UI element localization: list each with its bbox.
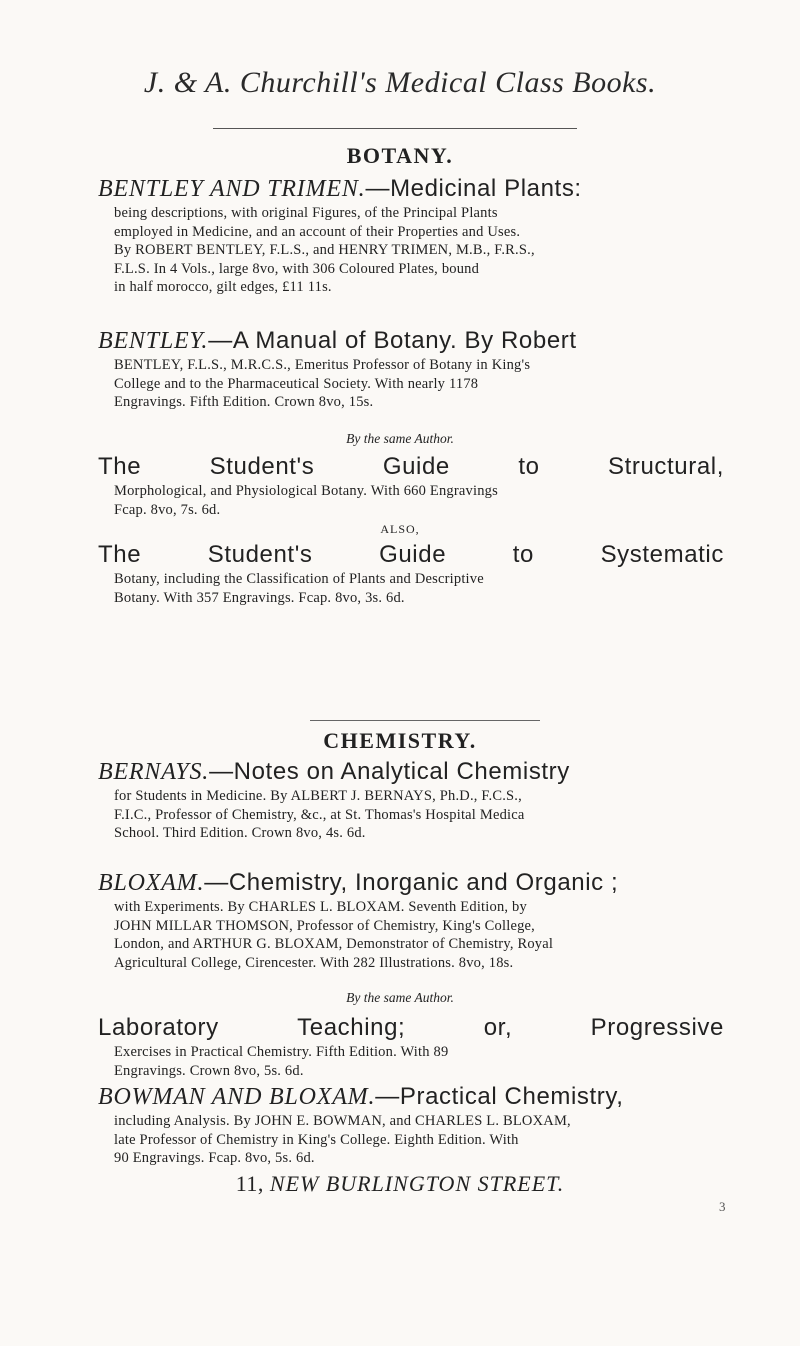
- entry-title: —A Manual of Botany. By Robert: [208, 327, 577, 354]
- section-rule: [310, 720, 540, 721]
- entry-heading: [98, 540, 724, 570]
- entry-description: [114, 1043, 724, 1080]
- description-line: JOHN MILLAR THOMSON, Professor of Chemistry, King's College,: [114, 917, 536, 934]
- entry-description: [114, 1112, 724, 1168]
- description-line: 90 Engravings. Fcap. 8vo, 5s. 6d.: [114, 1150, 315, 1166]
- entry-heading: [98, 174, 724, 204]
- description-line: Agricultural College, Cirencester. With 282 Illustrations. 8vo, 18s.: [114, 954, 514, 971]
- address-street: NEW BURLINGTON STREET.: [269, 1171, 565, 1196]
- heading-word: or,: [483, 1014, 513, 1041]
- entry-heading: [98, 757, 724, 787]
- description-line: Botany. With 357 Engravings. Fcap. 8vo, 3s. 6d.: [114, 589, 405, 606]
- entry-laboratory-teaching: [98, 1013, 724, 1080]
- description-line: being descriptions, with original Figures, of the Principal Plants: [114, 205, 498, 221]
- heading-word: Guide: [382, 453, 450, 480]
- heading-word: Student's: [209, 453, 315, 480]
- entry-bentley-manual: [98, 326, 724, 412]
- entry-bowman-bloxam: [98, 1082, 724, 1168]
- description-line: in half morocco, gilt edges, £11 11s.: [114, 279, 332, 295]
- description-line: late Professor of Chemistry in King's College. Eighth Edition. With: [114, 1131, 519, 1148]
- entry-description: [114, 570, 724, 607]
- heading-word: to: [512, 541, 534, 568]
- heading-word: Structural,: [608, 453, 724, 480]
- description-line: employed in Medicine, and an account of their Properties and Uses.: [114, 223, 521, 240]
- entry-description: [114, 898, 724, 972]
- same-author-byline: By the same Author.: [346, 990, 454, 1005]
- description-line: Engravings. Fifth Edition. Crown 8vo, 15s.: [114, 394, 374, 410]
- entry-heading: [98, 452, 724, 482]
- description-line: School. Third Edition. Crown 8vo, 4s. 6d.: [114, 825, 366, 841]
- heading-word: to: [518, 453, 540, 480]
- entry-description: [114, 482, 724, 519]
- entry-title: —Medicinal Plants:: [365, 175, 582, 202]
- description-line: Botany, including the Classification of Plants and Descriptive: [114, 571, 484, 587]
- entry-author: BENTLEY AND TRIMEN.: [98, 176, 366, 202]
- heading-word: Progressive: [590, 1014, 724, 1041]
- entry-description: [114, 356, 724, 412]
- entry-author: BENTLEY.: [98, 328, 209, 354]
- entry-author: BERNAYS.: [98, 759, 210, 785]
- heading-word: Teaching;: [297, 1014, 406, 1041]
- entry-bentley-trimen: [98, 174, 724, 297]
- entry-author: BLOXAM.: [98, 870, 205, 896]
- description-line: for Students in Medicine. By ALBERT J. BERNAYS, Ph.D., F.C.S.,: [114, 788, 522, 804]
- description-line: Morphological, and Physiological Botany. With 660 Engravings: [114, 483, 498, 499]
- description-line: Fcap. 8vo, 7s. 6d.: [114, 501, 221, 518]
- description-line: including Analysis. By JOHN E. BOWMAN, and CHARLES L. BLOXAM,: [114, 1113, 571, 1129]
- description-line: Engravings. Crown 8vo, 5s. 6d.: [114, 1062, 304, 1079]
- entry-author: BOWMAN AND BLOXAM.: [98, 1084, 376, 1110]
- heading-word: Guide: [379, 541, 447, 568]
- same-author-byline: By the same Author.: [346, 431, 454, 446]
- address-number: 11,: [235, 1171, 264, 1196]
- description-line: F.I.C., Professor of Chemistry, &c., at St. Thomas's Hospital Medica: [114, 806, 525, 823]
- description-line: Exercises in Practical Chemistry. Fifth Edition. With 89: [114, 1044, 449, 1060]
- heading-word: Student's: [207, 541, 313, 568]
- entry-systematic-botany: [98, 540, 724, 607]
- description-line: F.L.S. In 4 Vols., large 8vo, with 306 Coloured Plates, bound: [114, 260, 480, 277]
- entry-heading: [98, 1013, 724, 1043]
- description-line: BENTLEY, F.L.S., M.R.C.S., Emeritus Professor of Botany in King's: [114, 357, 531, 373]
- section-heading-botany: BOTANY.: [346, 143, 454, 168]
- page-number: 3: [719, 1199, 726, 1214]
- entry-heading: [98, 1082, 724, 1112]
- also-separator: ALSO,: [380, 522, 420, 536]
- description-line: with Experiments. By CHARLES L. BLOXAM. Seventh Edition, by: [114, 899, 527, 915]
- header-rule: [213, 128, 577, 129]
- heading-word: The: [98, 453, 142, 480]
- description-line: College and to the Pharmaceutical Society. With nearly 1178: [114, 375, 479, 392]
- entry-description: [114, 204, 724, 297]
- publisher-address: [0, 1171, 800, 1197]
- entry-title: —Notes on Analytical Chemistry: [209, 758, 570, 785]
- entry-description: [114, 787, 724, 843]
- entry-title: —Chemistry, Inorganic and Organic ;: [204, 869, 619, 896]
- entry-bloxam: [98, 868, 724, 972]
- section-heading-chemistry: CHEMISTRY.: [323, 728, 477, 753]
- heading-word: Systematic: [600, 541, 724, 568]
- heading-word: The: [98, 541, 142, 568]
- entry-heading: [98, 326, 724, 356]
- entry-bernays: [98, 757, 724, 843]
- running-head: J. & A. Churchill's Medical Class Books.: [143, 66, 657, 99]
- entry-heading: [98, 868, 724, 898]
- heading-word: Laboratory: [98, 1014, 219, 1041]
- description-line: By ROBERT BENTLEY, F.L.S., and HENRY TRIMEN, M.B., F.R.S.,: [114, 242, 535, 258]
- description-line: London, and ARTHUR G. BLOXAM, Demonstrator of Chemistry, Royal: [114, 936, 554, 952]
- entry-structural-botany: [98, 452, 724, 519]
- entry-title: —Practical Chemistry,: [375, 1083, 624, 1110]
